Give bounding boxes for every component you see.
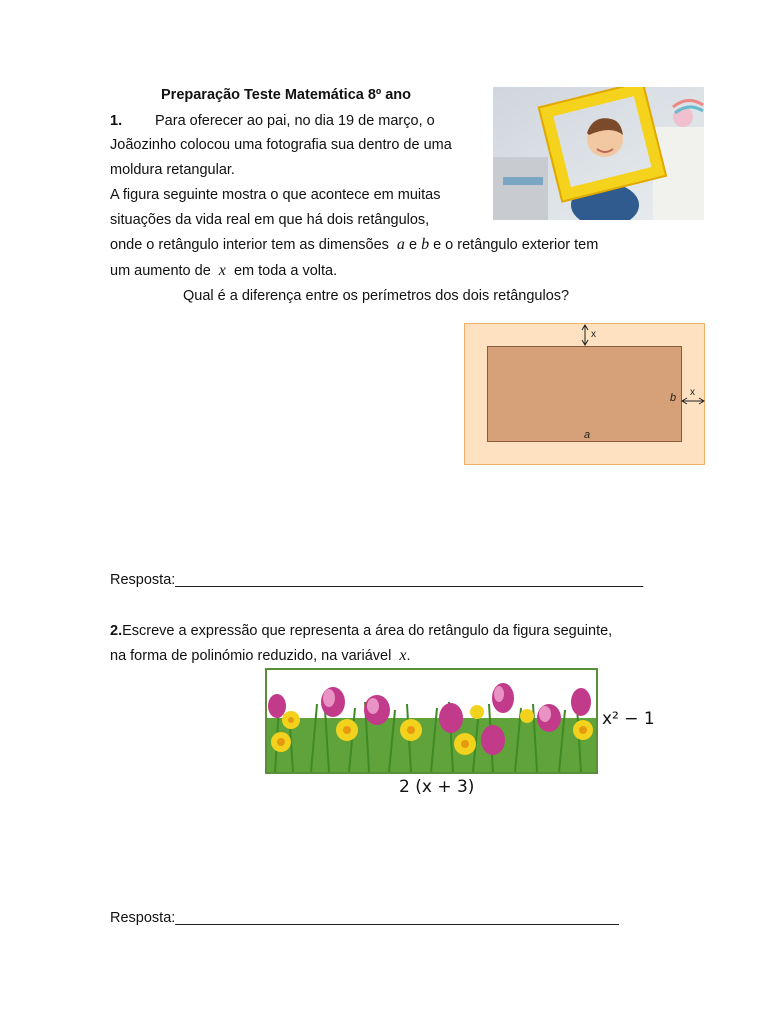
q2-line-2b: . [406,648,411,664]
label-b: b [670,392,677,404]
q1-line-4: A figura seguinte mostra o que acontece em muitas [110,187,441,203]
width-label: 2 (x + 3) [399,777,475,797]
q2-answer-line: Resposta:_______________________________________________________ [110,910,619,926]
label-a: a [584,429,591,441]
q1-line-7a: um aumento de [110,263,211,279]
q1-line-2: Joãozinho colocou uma fotografia sua dentro de uma [110,137,452,153]
label-x-top: x [591,329,596,340]
question-2-number: 2. [110,623,123,639]
q1-answer-line: Resposta:__________________________________________________________ [110,572,644,588]
page-title: Preparação Teste Matemática 8º ano [161,87,412,103]
q1-line-6b: e o retângulo exterior tem [433,237,599,253]
q1-question: Qual é a diferença entre os perímetros dos dois retângulos? [183,288,570,304]
q2-line-1-text: Escreve a expressão que representa a área do retângulo da figura seguinte, [122,623,613,639]
q2-line-2a: na forma de polinómio reduzido, na variável [110,648,392,664]
tulips-rectangle-image [265,668,598,774]
variable-x: x [218,262,226,279]
variable-a: a [396,236,405,253]
q1-line-5: situações da vida real em que há dois retângulos, [110,212,430,228]
q2-line-2 [110,647,410,665]
height-label: x² − 1 [602,709,655,729]
variable-b: b [421,236,430,253]
q1-line-3: moldura retangular. [110,162,235,178]
label-x-right: x [690,387,695,398]
q1-line-7 [110,262,337,280]
two-rectangles-diagram [464,323,705,465]
q2-line-1 [110,622,612,640]
q1-line-6 [110,236,598,254]
q1-line-7b: em toda a volta. [233,263,338,279]
variable-x-q2: x [399,647,407,664]
conjunction-e: e [408,237,418,253]
q1-line-1: Para oferecer ao pai, no dia 19 de março, o [155,113,435,129]
boy-with-frame-photo [493,87,704,220]
question-1-number: 1. [110,113,123,129]
q1-line-6a: onde o retângulo interior tem as dimensões [110,237,389,253]
